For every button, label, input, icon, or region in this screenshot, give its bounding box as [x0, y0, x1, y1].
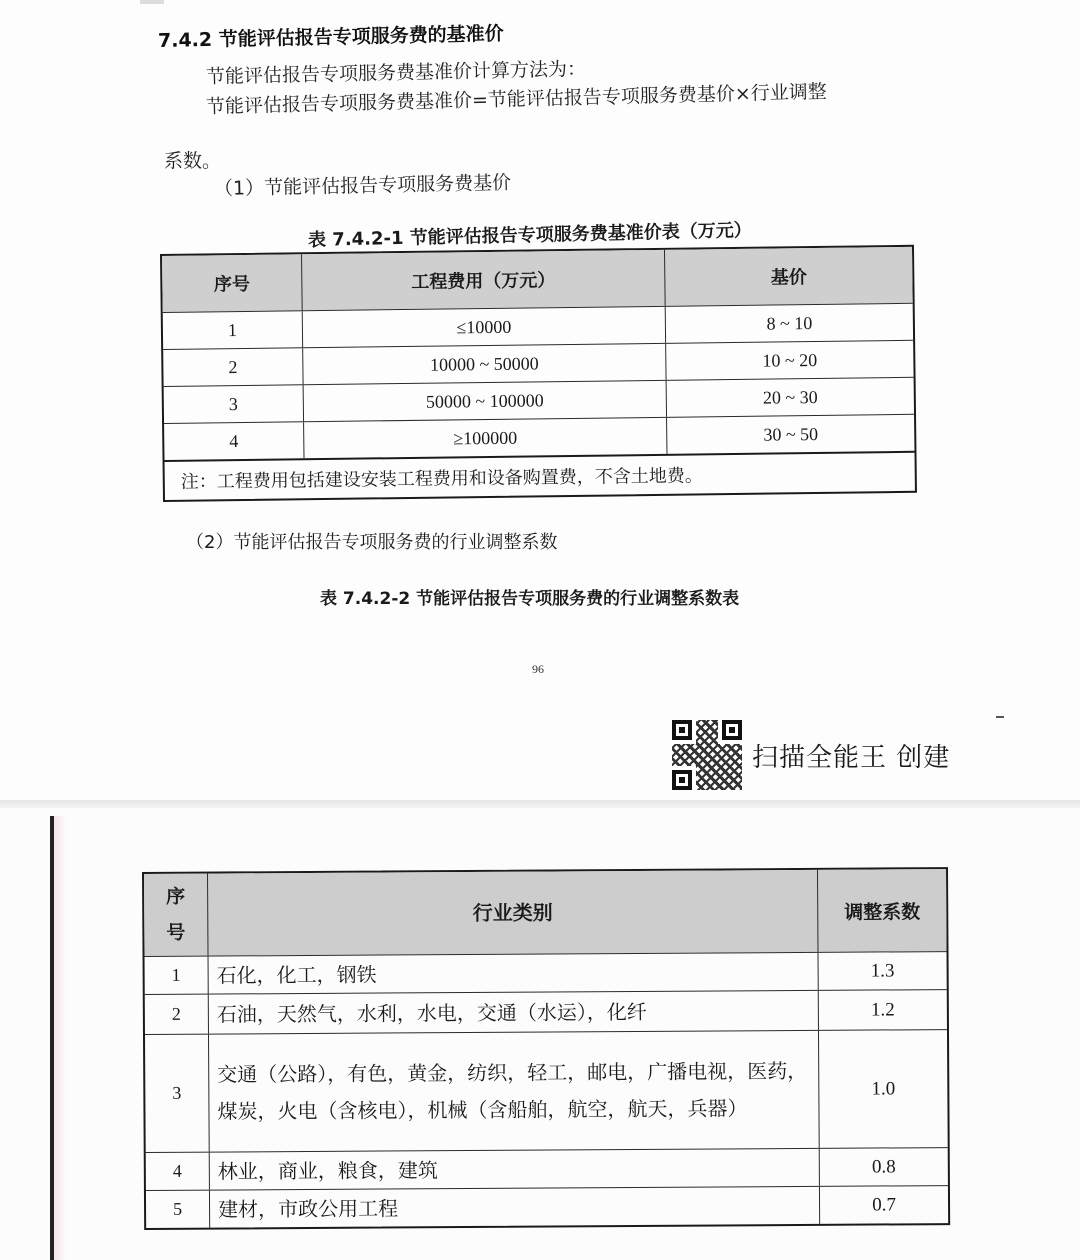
- table1-caption: 表 7.4.2-1 节能评估报告专项服务费基准价表（万元）: [307, 219, 752, 251]
- cell-coefficient: 1.3: [870, 959, 895, 982]
- header-base-price: 基价: [770, 267, 807, 289]
- cell-industry: 交通（公路），有色，黄金，纺织，轻工，邮电，广播电视，医药，煤炭，火电（含核电），机械（含船舶，航空，航天，兵器）: [209, 1031, 820, 1152]
- table1-note: 注：工程费用包括建设安装工程费用和设备购置费，不含土地费。: [165, 451, 915, 500]
- cell-industry: 建材，市政公用工程: [210, 1187, 820, 1228]
- base-price-table: [160, 245, 917, 502]
- cell-cost: 10000 ~ 50000: [303, 344, 666, 384]
- table-row: [146, 1147, 948, 1190]
- table-row: [146, 1185, 948, 1228]
- header-coefficient: 调整系数: [844, 900, 921, 924]
- scan-artifact: [996, 716, 1004, 718]
- header-project-cost: 工程费用（万元）: [302, 250, 666, 310]
- paragraph-formula: 节能评估报告专项服务费基准价=节能评估报告专项服务费基价×行业调整: [205, 80, 827, 118]
- table-row: [145, 951, 947, 994]
- cell-seq: 1: [163, 311, 303, 349]
- industry-coefficient-table: [142, 867, 950, 1230]
- cell-price: 20 ~ 30: [762, 386, 818, 408]
- table-header-row: [144, 869, 946, 956]
- cell-seq: 3: [145, 1035, 210, 1152]
- cell-cost: ≥100000: [304, 418, 667, 458]
- cell-coefficient: 0.7: [872, 1193, 896, 1216]
- cell-price: 8 ~ 10: [766, 312, 813, 334]
- scan-artifact: [140, 0, 164, 4]
- cell-price: 30 ~ 50: [763, 423, 819, 445]
- cell-price: 10 ~ 20: [762, 349, 818, 371]
- paragraph-formula-cont: 系数。: [164, 150, 222, 172]
- cell-industry: 石油，天然气，水利，水电，交通（水运），化纤: [209, 991, 819, 1034]
- scanner-watermark-text: 扫描全能王 创建: [752, 742, 951, 773]
- cell-coefficient: 0.8: [871, 1155, 896, 1178]
- table-header-row: [162, 247, 913, 312]
- cell-seq: 2: [145, 995, 209, 1034]
- page-number: 96: [532, 662, 544, 676]
- scanner-watermark: [672, 720, 950, 790]
- cell-seq: 4: [164, 422, 304, 460]
- cell-seq: 4: [146, 1153, 210, 1190]
- page-separator: [0, 800, 1080, 808]
- cell-industry: 林业，商业，粮食，建筑: [210, 1149, 820, 1190]
- cell-industry: 石化，化工，钢铁: [209, 953, 819, 994]
- cell-seq: 1: [145, 957, 209, 994]
- cell-coefficient: 1.0: [871, 1077, 896, 1100]
- table-row: [145, 1029, 948, 1152]
- qr-code-icon: [672, 720, 742, 790]
- header-seq: 序 号: [144, 874, 208, 956]
- paragraph-method-intro: 节能评估报告专项服务费基准价计算方法为：: [205, 58, 587, 88]
- cell-coefficient: 1.2: [870, 998, 895, 1021]
- table2-caption: 表 7.4.2-2 节能评估报告专项服务费的行业调整系数表: [320, 589, 740, 609]
- cell-seq: 2: [163, 348, 303, 386]
- section-heading: 7.4.2 节能评估报告专项服务费的基准价: [157, 22, 504, 52]
- cell-seq: 3: [164, 385, 304, 423]
- cell-seq: 5: [146, 1191, 210, 1228]
- table-row: [145, 989, 947, 1034]
- cell-cost: ≤10000: [303, 307, 666, 347]
- header-industry: 行业类别: [208, 870, 818, 956]
- subsection-1-heading: （1）节能评估报告专项服务费基价: [213, 171, 512, 200]
- subsection-2-heading: （2）节能评估报告专项服务费的行业调整系数: [186, 532, 558, 553]
- cell-cost: 50000 ~ 100000: [304, 381, 667, 421]
- header-seq: 序号: [162, 254, 303, 312]
